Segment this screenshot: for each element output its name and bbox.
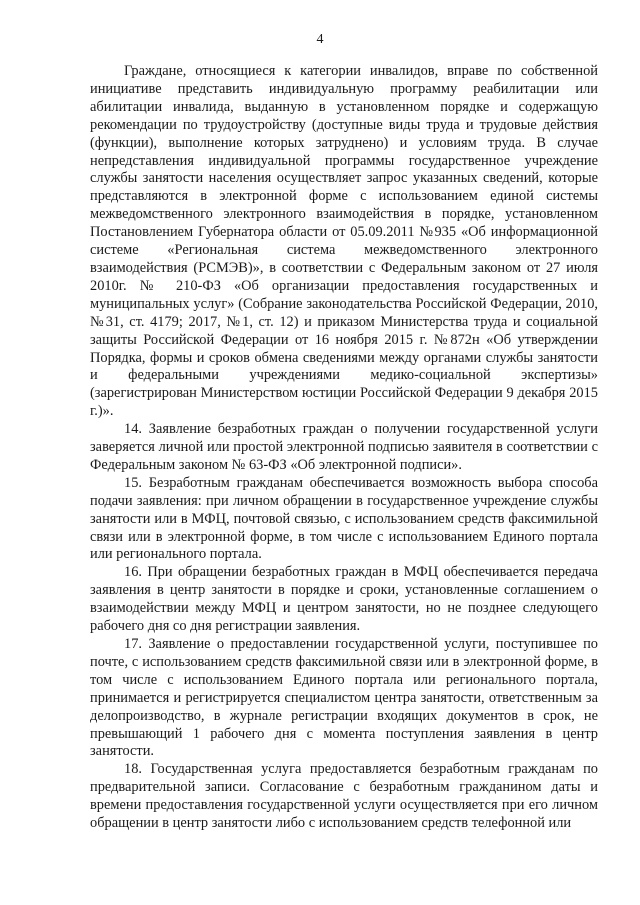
paragraph-18: 18. Государственная услуга предоставляется безработным гражданам по предварительной записи. Согласование с безработным гражданином даты и времени предоставления государственной услуги осуществляется при его личном обращении в центр занятости либо с использованием средств телефонной или bbox=[90, 761, 598, 832]
paragraph-14: 14. Заявление безработных граждан о получении государственной услуги заверяется личной или простой электронной подписью заявителя в соответствии с Федеральным законом № 63-ФЗ «Об электронной подписи». bbox=[90, 421, 598, 473]
paragraph-17: 17. Заявление о предоставлении государственной услуги, поступившее по почте, с использованием средств факсимильной связи или в электронной форме, в том числе с использованием Единого портала или регионального портала, принимается и регистрируется специалистом центра занятости, ответственным за делопроизводство, в журнале регистрации входящих документов в срок, не превышающий 1 рабочего дня с момента поступления заявления в центр занятости. bbox=[90, 636, 598, 760]
body-text bbox=[90, 63, 598, 833]
page-number: 4 bbox=[316, 32, 324, 47]
paragraph-disability-ipra: Граждане, относящиеся к категории инвалидов, вправе по собственной инициативе представить индивидуальную программу реабилитации или абилитации инвалида, выданную в установленном порядке и содержащую рекомендации по трудоустройству (доступные виды труда и трудовые действия (функции), выполнение которых затруднено) и условиям труда. В случае непредставления индивидуальной программы государственное учреждение службы занятости населения осуществляет запрос указанных сведений, которые представляются в электронной форме с использованием единой системы межведомственного электронного взаимодействия в порядке, установленном Постановлением Губернатора области от 05.09.2011 №935 «Об информационной системе «Региональная система межведомственного электронного взаимодействия (РСМЭВ)», в соответствии с Федеральным законом от 27 июля 2010г. № 210-ФЗ «Об организации предоставления государственных и муниципальных услуг» (Собрание законодательства Российской Федерации, 2010, №31, ст. 4179; 2017, №1, ст. 12) и приказом Министерства труда и социальной защиты Российской Федерации от 16 ноября 2015 г. №872н «Об утверждении Порядка, формы и сроков обмена сведениями между органами службы занятости и федеральными учреждениями медико-социальной экспертизы» (зарегистрирован Министерством юстиции Российской Федерации 9 декабря 2015 г.)». bbox=[90, 63, 598, 420]
paragraph-16: 16. При обращении безработных граждан в МФЦ обеспечивается передача заявления в центр занятости в порядке и сроки, установленные соглашением о взаимодействии между МФЦ и центром занятости, но не позднее следующего рабочего дня со дня регистрации заявления. bbox=[90, 564, 598, 635]
paragraph-15: 15. Безработным гражданам обеспечивается возможность выбора способа подачи заявления: при личном обращении в государственное учреждение службы занятости или в МФЦ, почтовой связью, с использованием средств факсимильной связи или в электронной форме, в том числе с использованием Единого портала или регионального портала. bbox=[90, 474, 598, 563]
